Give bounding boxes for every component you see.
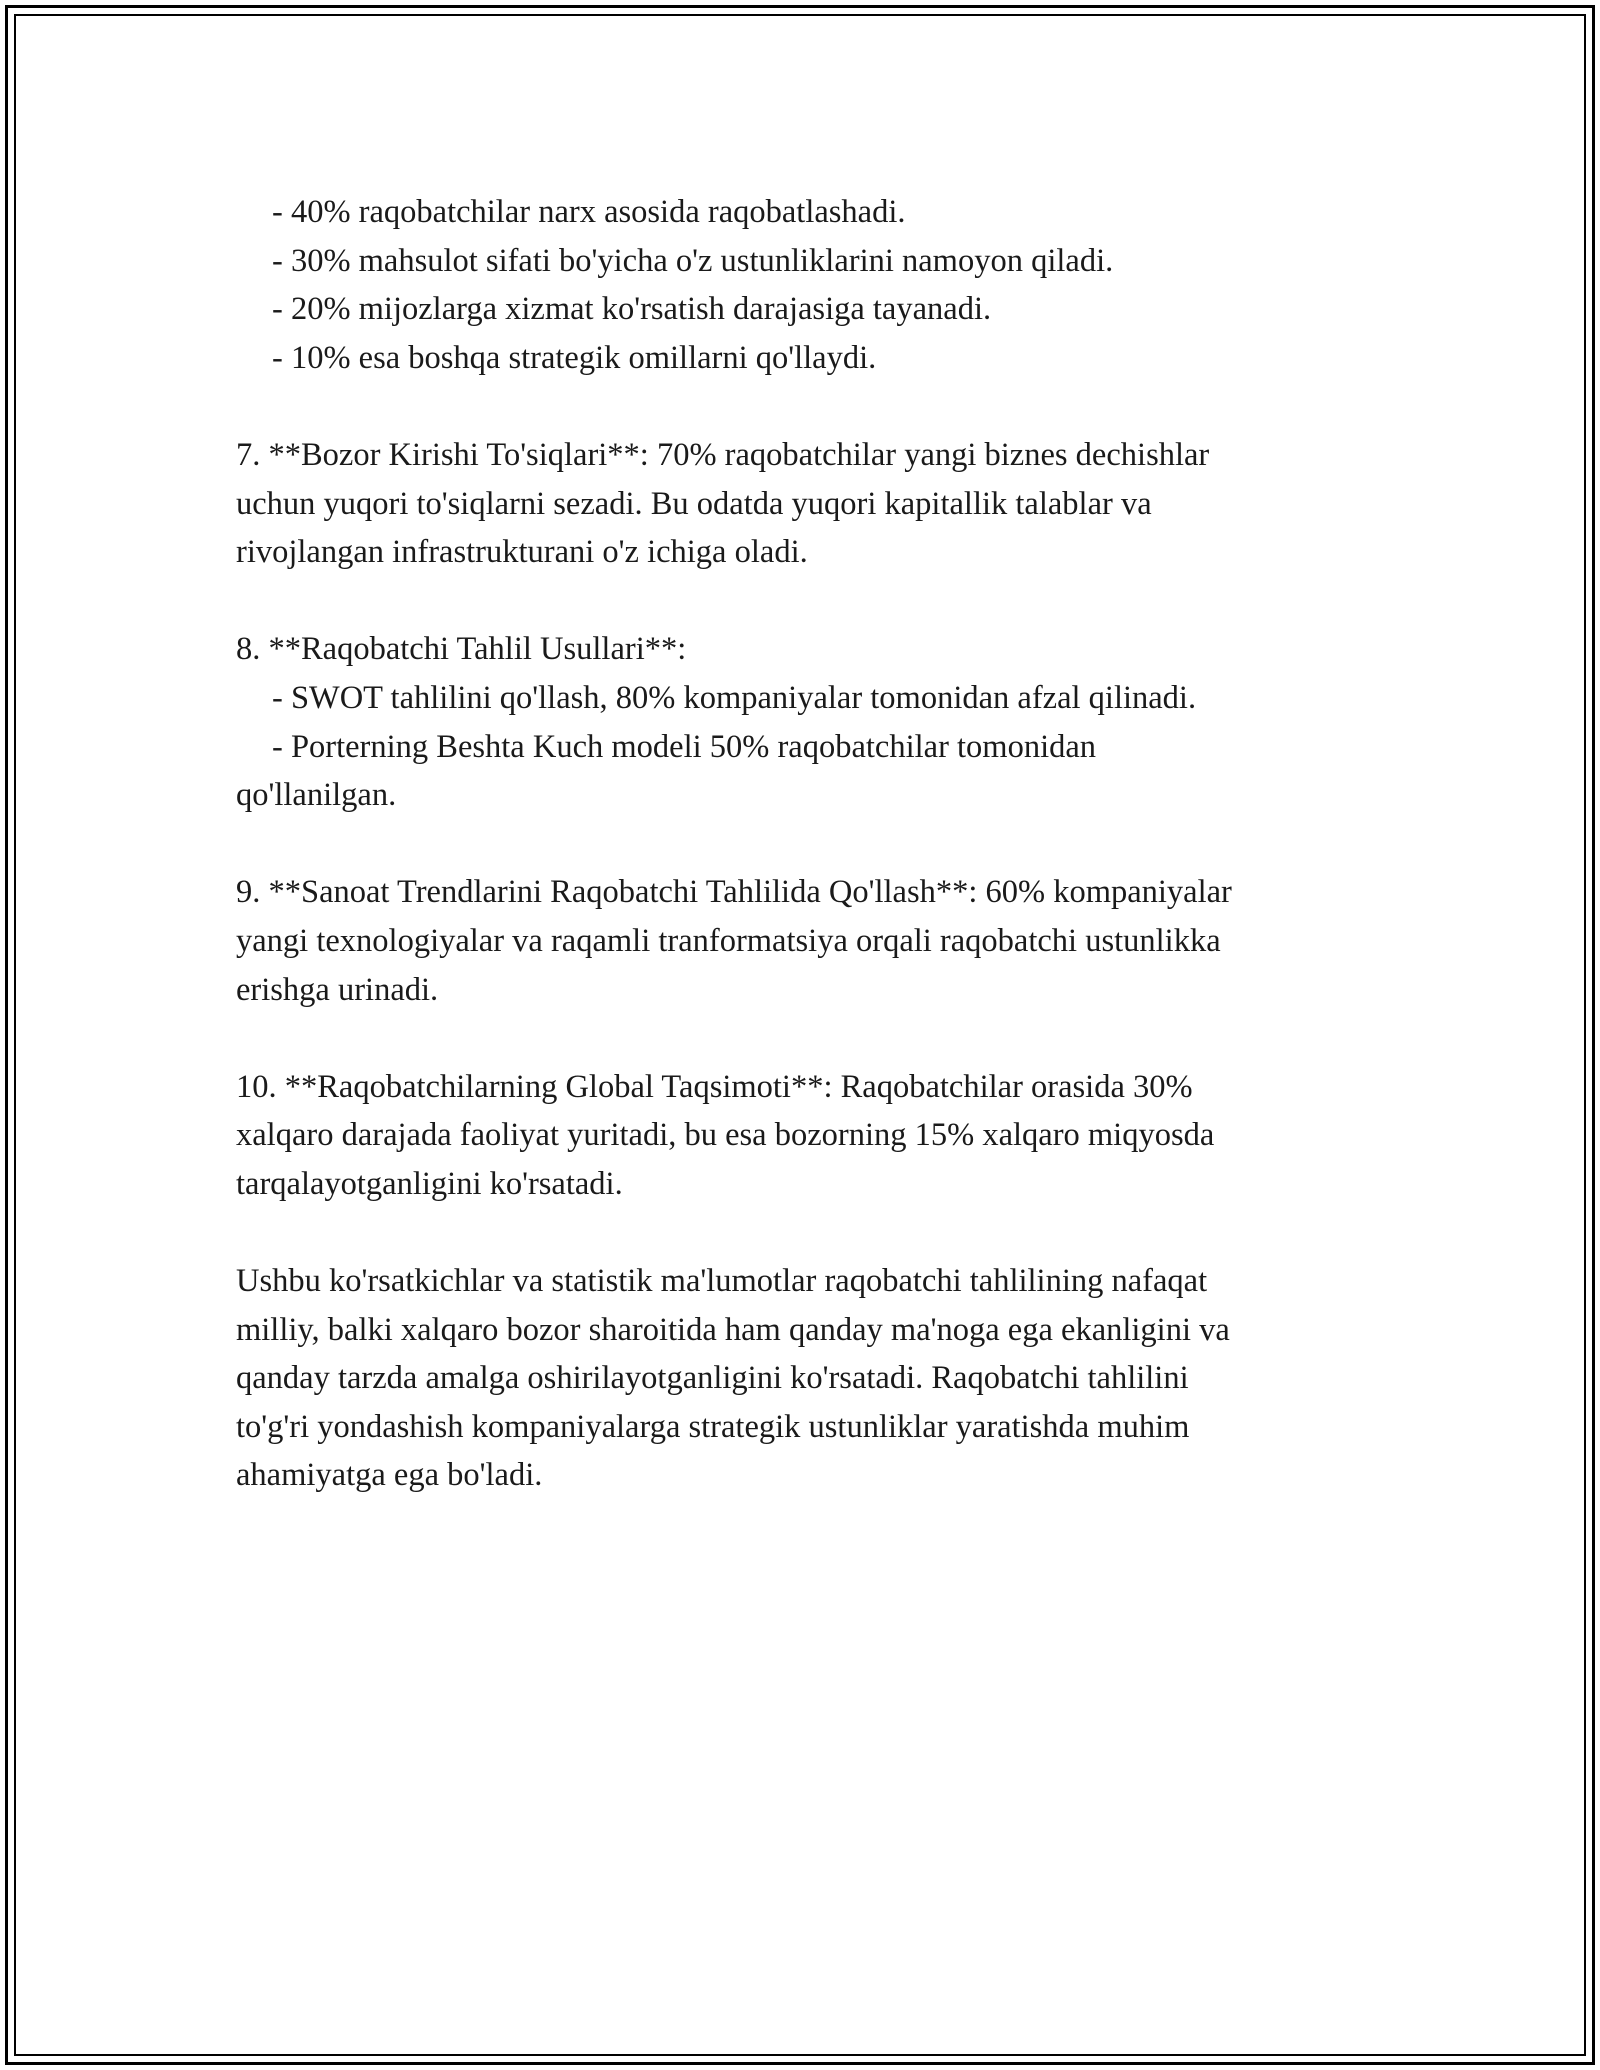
paragraph-gap <box>236 1208 1386 1257</box>
list-item: - 10% esa boshqa strategik omillarni qo'llaydi. <box>272 339 877 376</box>
list-item: - 30% mahsulot sifati bo'yicha o'z ustunliklarini namoyon qiladi. <box>272 242 1114 279</box>
paragraph-line: qanday tarzda amalga oshirilayotganligini ko'rsatadi. Raqobatchi tahlilini <box>236 1360 1189 1397</box>
paragraph-gap <box>236 382 1386 431</box>
item-8-paragraph <box>236 625 1386 819</box>
paragraph-line: uchun yuqori to'siqlarni sezadi. Bu odatda yuqori kapitallik talablar va <box>236 485 1152 522</box>
paragraph-line: qo'llanilgan. <box>236 777 397 814</box>
paragraph-gap <box>236 820 1386 869</box>
paragraph-line: erishga urinadi. <box>236 971 439 1008</box>
paragraph-line: yangi texnologiyalar va raqamli tranformatsiya orqali raqobatchi ustunlikka <box>236 922 1221 959</box>
paragraph-line: 9. **Sanoat Trendlarini Raqobatchi Tahlilida Qo'llash**: 60% kompaniyalar <box>236 874 1232 911</box>
list-item: - 20% mijozlarga xizmat ko'rsatish darajasiga tayanadi. <box>272 291 992 328</box>
item-9-paragraph <box>236 868 1386 1014</box>
paragraph-line: xalqaro darajada faoliyat yuritadi, bu esa bozorning 15% xalqaro miqyosda <box>236 1117 1215 1154</box>
paragraph-line: to'g'ri yondashish kompaniyalarga strategik ustunliklar yaratishda muhim <box>236 1408 1190 1445</box>
list-item: - SWOT tahlilini qo'llash, 80% kompaniyalar tomonidan afzal qilinadi. <box>272 679 1197 716</box>
conclusion-paragraph <box>236 1257 1386 1500</box>
list-6-bullets <box>236 188 1386 382</box>
item-10-paragraph <box>236 1063 1386 1209</box>
document-body <box>236 188 1386 1500</box>
paragraph-line: 10. **Raqobatchilarning Global Taqsimoti**: Raqobatchilar orasida 30% <box>236 1068 1193 1105</box>
paragraph-gap <box>236 577 1386 626</box>
paragraph-line: ahamiyatga ega bo'ladi. <box>236 1457 543 1494</box>
paragraph-line: rivojlangan infrastrukturani o'z ichiga oladi. <box>236 534 808 571</box>
item-8-title: 8. **Raqobatchi Tahlil Usullari**: <box>236 631 687 668</box>
paragraph-gap <box>236 1014 1386 1063</box>
paragraph-line: tarqalayotganligini ko'rsatadi. <box>236 1165 623 1202</box>
paragraph-line: milliy, balki xalqaro bozor sharoitida ham qanday ma'noga ega ekanligini va <box>236 1311 1230 1348</box>
paragraph-line: Ushbu ko'rsatkichlar va statistik ma'lumotlar raqobatchi tahlilining nafaqat <box>236 1263 1208 1300</box>
list-item: - Porterning Beshta Kuch modeli 50% raqobatchilar tomonidan <box>272 728 1097 765</box>
item-7-paragraph <box>236 431 1386 577</box>
paragraph-line: 7. **Bozor Kirishi To'siqlari**: 70% raqobatchilar yangi biznes dechishlar <box>236 436 1210 473</box>
list-item: - 40% raqobatchilar narx asosida raqobatlashadi. <box>272 194 906 230</box>
